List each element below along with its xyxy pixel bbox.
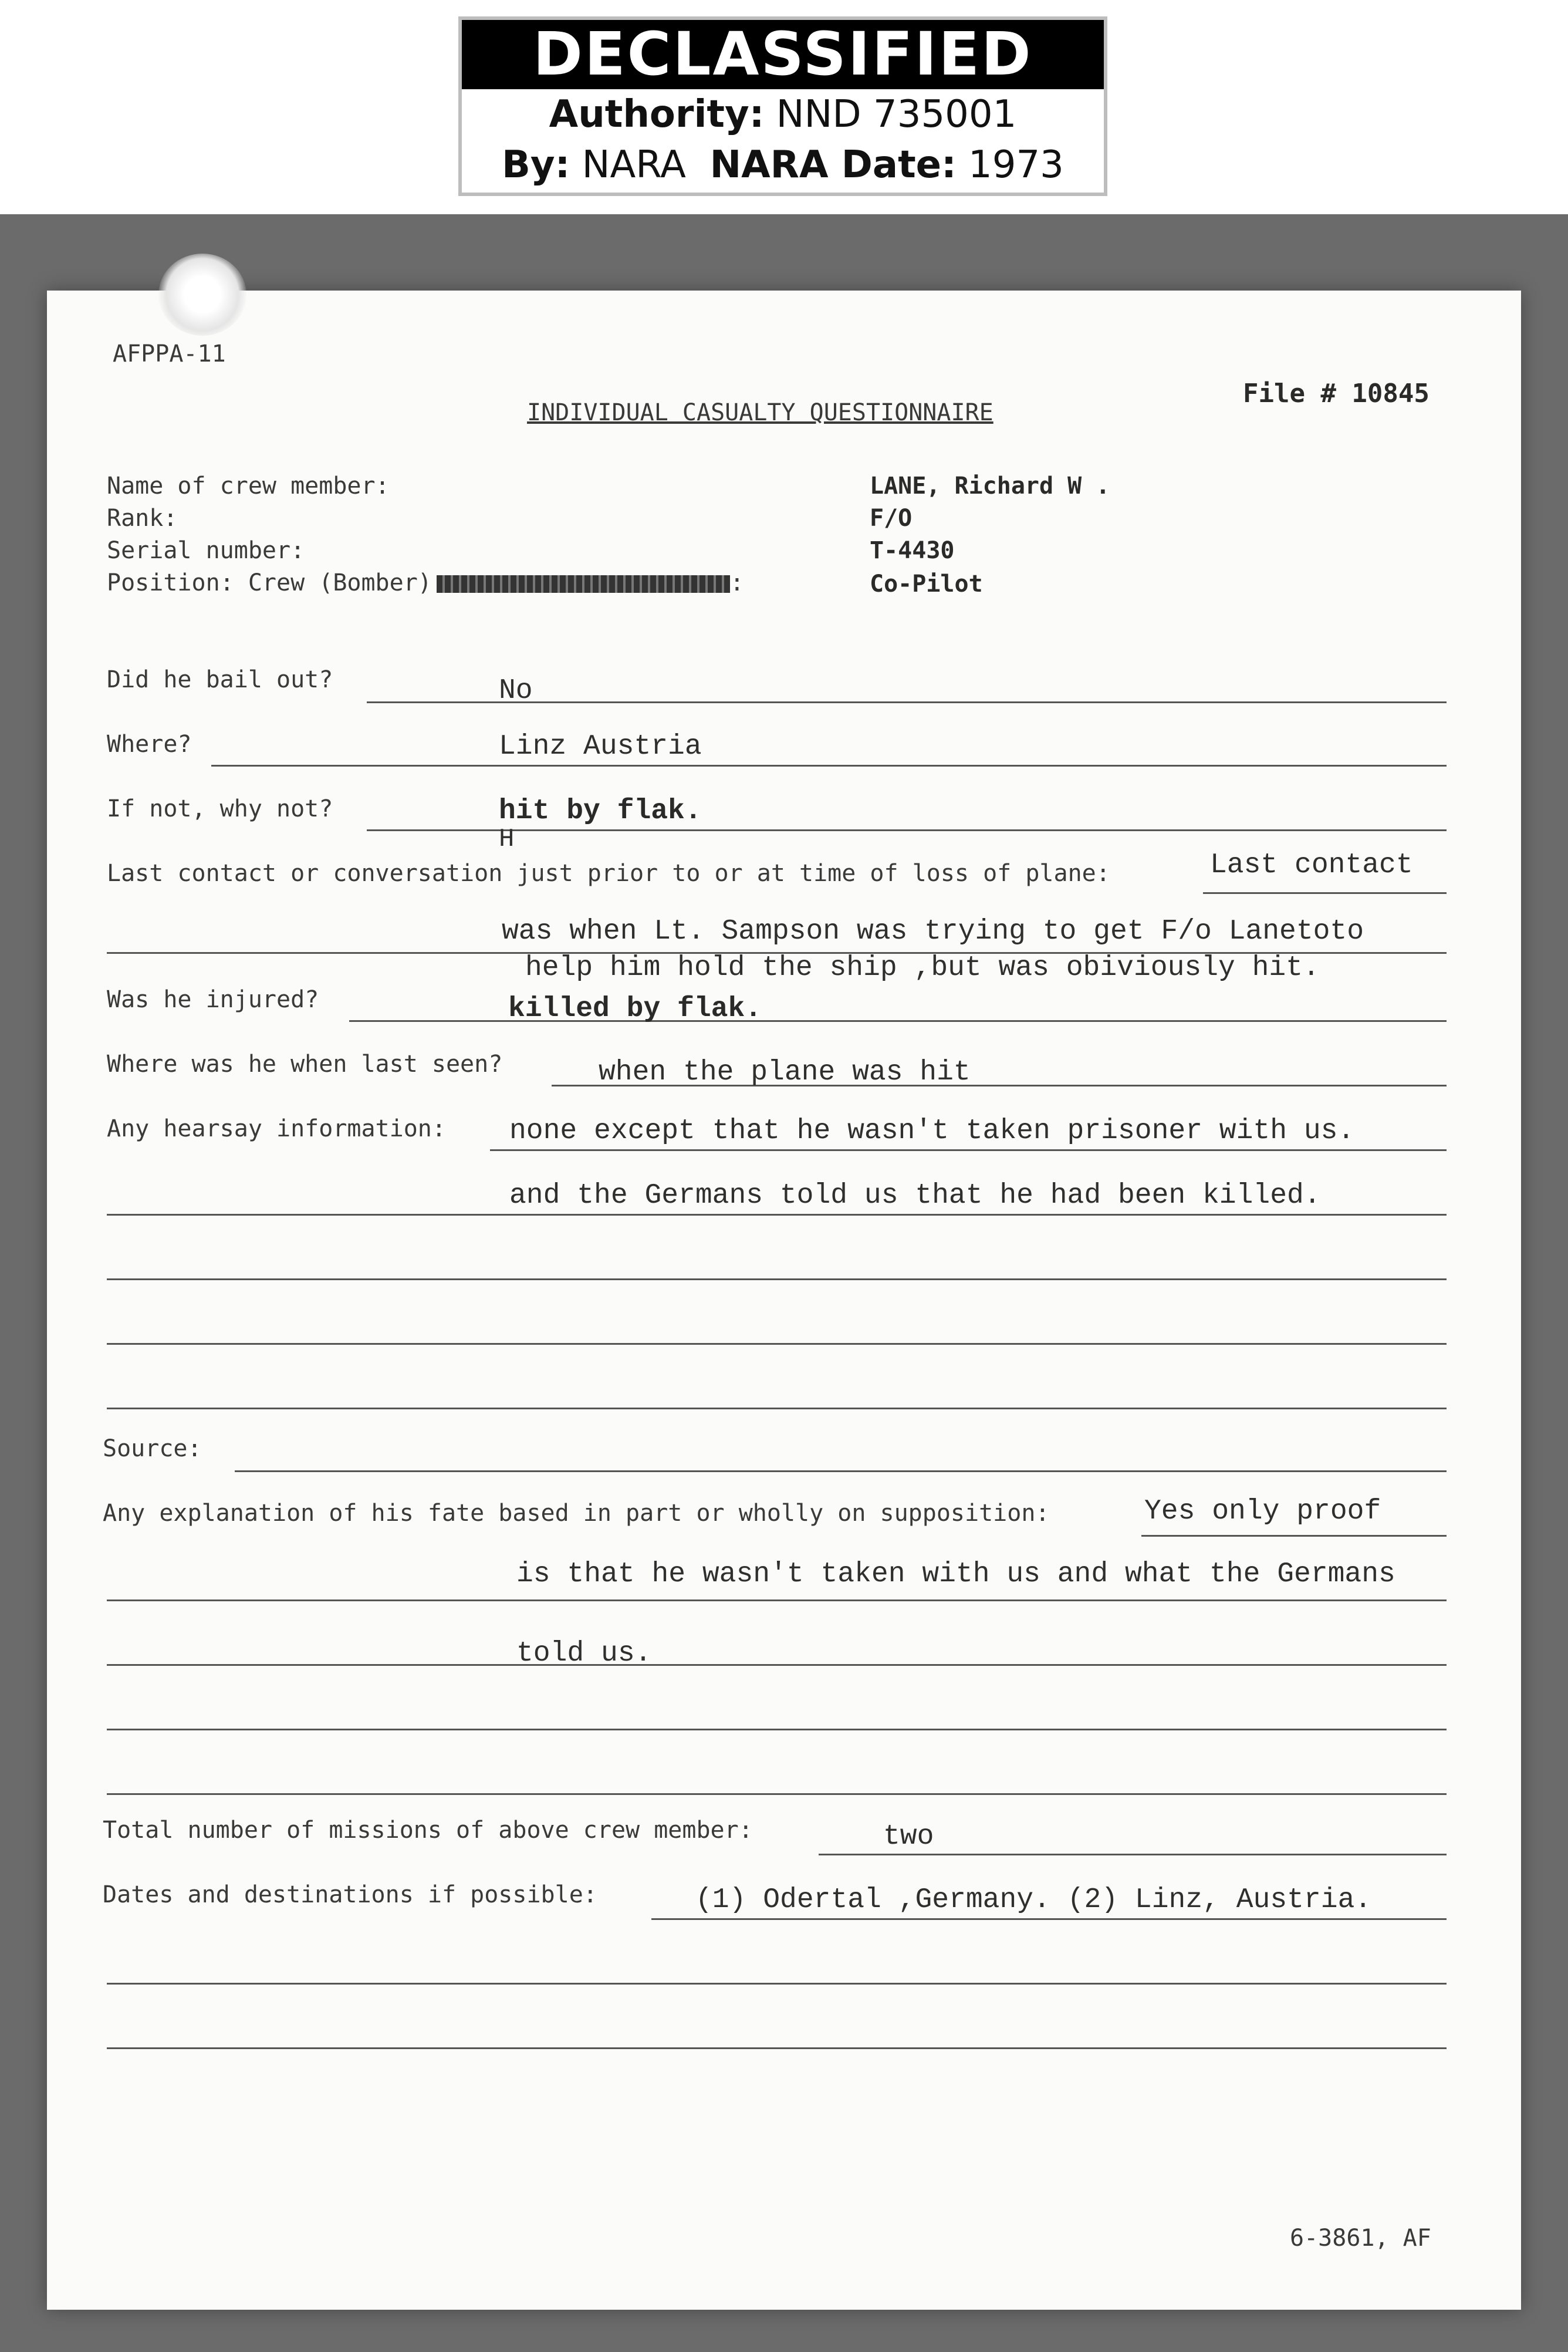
why-not-answer: hit by flak. <box>499 795 702 827</box>
supposition-rule-3 <box>107 1664 1447 1666</box>
blank-rule-2 <box>107 1343 1447 1345</box>
form-code: AFPPA-11 <box>113 340 226 367</box>
name-label: Name of crew member: <box>107 473 390 500</box>
dates-label: Dates and destinations if possible: <box>103 1881 597 1908</box>
missions-rule <box>819 1854 1447 1855</box>
injured-label: Was he injured? <box>107 986 319 1013</box>
serial-label: Serial number: <box>107 537 305 564</box>
source-rule <box>235 1470 1447 1472</box>
stamp-date-label: NARA Date: <box>709 143 957 187</box>
stamp-authority-label: Authority: <box>549 93 765 136</box>
last-contact-label: Last contact or conversation just prior to or at time of loss of plane: <box>107 860 1110 887</box>
why-not-rule <box>367 829 1447 831</box>
last-contact-rule-1 <box>1203 892 1447 894</box>
dates-answer: (1) Odertal ,Germany. (2) Linz, Austria. <box>695 1884 1372 1916</box>
blank-rule-7 <box>107 2047 1447 2049</box>
stamp-by-line <box>462 140 1104 190</box>
supposition-answer-1: Yes only proof <box>1144 1496 1381 1527</box>
where-label: Where? <box>107 731 192 758</box>
hearsay-rule-1 <box>490 1149 1447 1151</box>
where-rule <box>211 765 1447 767</box>
form-number: 6-3861, AF <box>1290 2225 1431 2252</box>
source-label: Source: <box>103 1435 202 1462</box>
last-contact-answer-1: Last contact <box>1210 849 1413 881</box>
why-not-mark: H <box>499 825 515 854</box>
serial-value: T-4430 <box>870 537 955 564</box>
rank-label: Rank: <box>107 505 178 532</box>
blank-rule-3 <box>107 1408 1447 1409</box>
missions-label: Total number of missions of above crew member: <box>103 1817 753 1844</box>
supposition-label: Any explanation of his fate based in part or wholly on supposition: <box>103 1500 1050 1527</box>
redaction-bar <box>437 575 730 593</box>
blank-rule-5 <box>107 1793 1447 1795</box>
position-label: Position: Crew (Bomber) <box>107 569 432 596</box>
rank-value: F/O <box>870 505 913 532</box>
injured-answer: killed by flak. <box>508 993 762 1025</box>
bail-out-answer: No <box>499 675 533 707</box>
hearsay-answer-2: and the Germans told us that he had been killed. <box>509 1180 1321 1212</box>
page-title: INDIVIDUAL CASUALTY QUESTIONNAIRE <box>527 399 993 426</box>
last-contact-answer-2: was when Lt. Sampson was trying to get F/o Lanetoto <box>502 916 1364 947</box>
declassified-stamp <box>458 16 1107 196</box>
last-contact-answer-3: help him hold the ship ,but was obiviously hit. <box>525 952 1320 984</box>
dates-rule <box>651 1918 1447 1920</box>
blank-rule-1 <box>107 1278 1447 1280</box>
where-answer: Linz Austria <box>499 731 702 762</box>
blank-rule-6 <box>107 1983 1447 1985</box>
bail-out-label: Did he bail out? <box>107 666 333 693</box>
supposition-answer-3: told us. <box>516 1638 652 1669</box>
stain-mark <box>158 254 246 336</box>
position-line <box>107 569 744 596</box>
supposition-rule-2 <box>107 1600 1447 1601</box>
stamp-title: DECLASSIFIED <box>462 20 1104 89</box>
stamp-by-label: By: <box>502 143 570 187</box>
hearsay-answer-1: none except that he wasn't taken prisoner with us. <box>509 1115 1355 1147</box>
hearsay-rule-2 <box>107 1214 1447 1216</box>
stamp-by-value: NARA <box>582 143 686 187</box>
stamp-authority-line <box>462 89 1104 140</box>
stamp-authority-value: NND 735001 <box>776 93 1017 136</box>
blank-rule-4 <box>107 1729 1447 1730</box>
name-value: LANE, Richard W . <box>870 473 1110 500</box>
last-seen-label: Where was he when last seen? <box>107 1051 503 1078</box>
supposition-answer-2: is that he wasn't taken with us and what the Germans <box>516 1558 1395 1590</box>
position-suffix: : <box>729 569 744 596</box>
why-not-label: If not, why not? <box>107 795 333 822</box>
missions-answer: two <box>883 1821 934 1852</box>
supposition-rule-1 <box>1141 1535 1447 1537</box>
hearsay-label: Any hearsay information: <box>107 1115 446 1142</box>
file-number: File # 10845 <box>1243 379 1430 409</box>
last-seen-answer: when the plane was hit <box>599 1057 971 1088</box>
scanned-document <box>0 214 1568 2352</box>
stamp-date-value: 1973 <box>968 143 1064 187</box>
position-value: Co-Pilot <box>870 571 983 598</box>
